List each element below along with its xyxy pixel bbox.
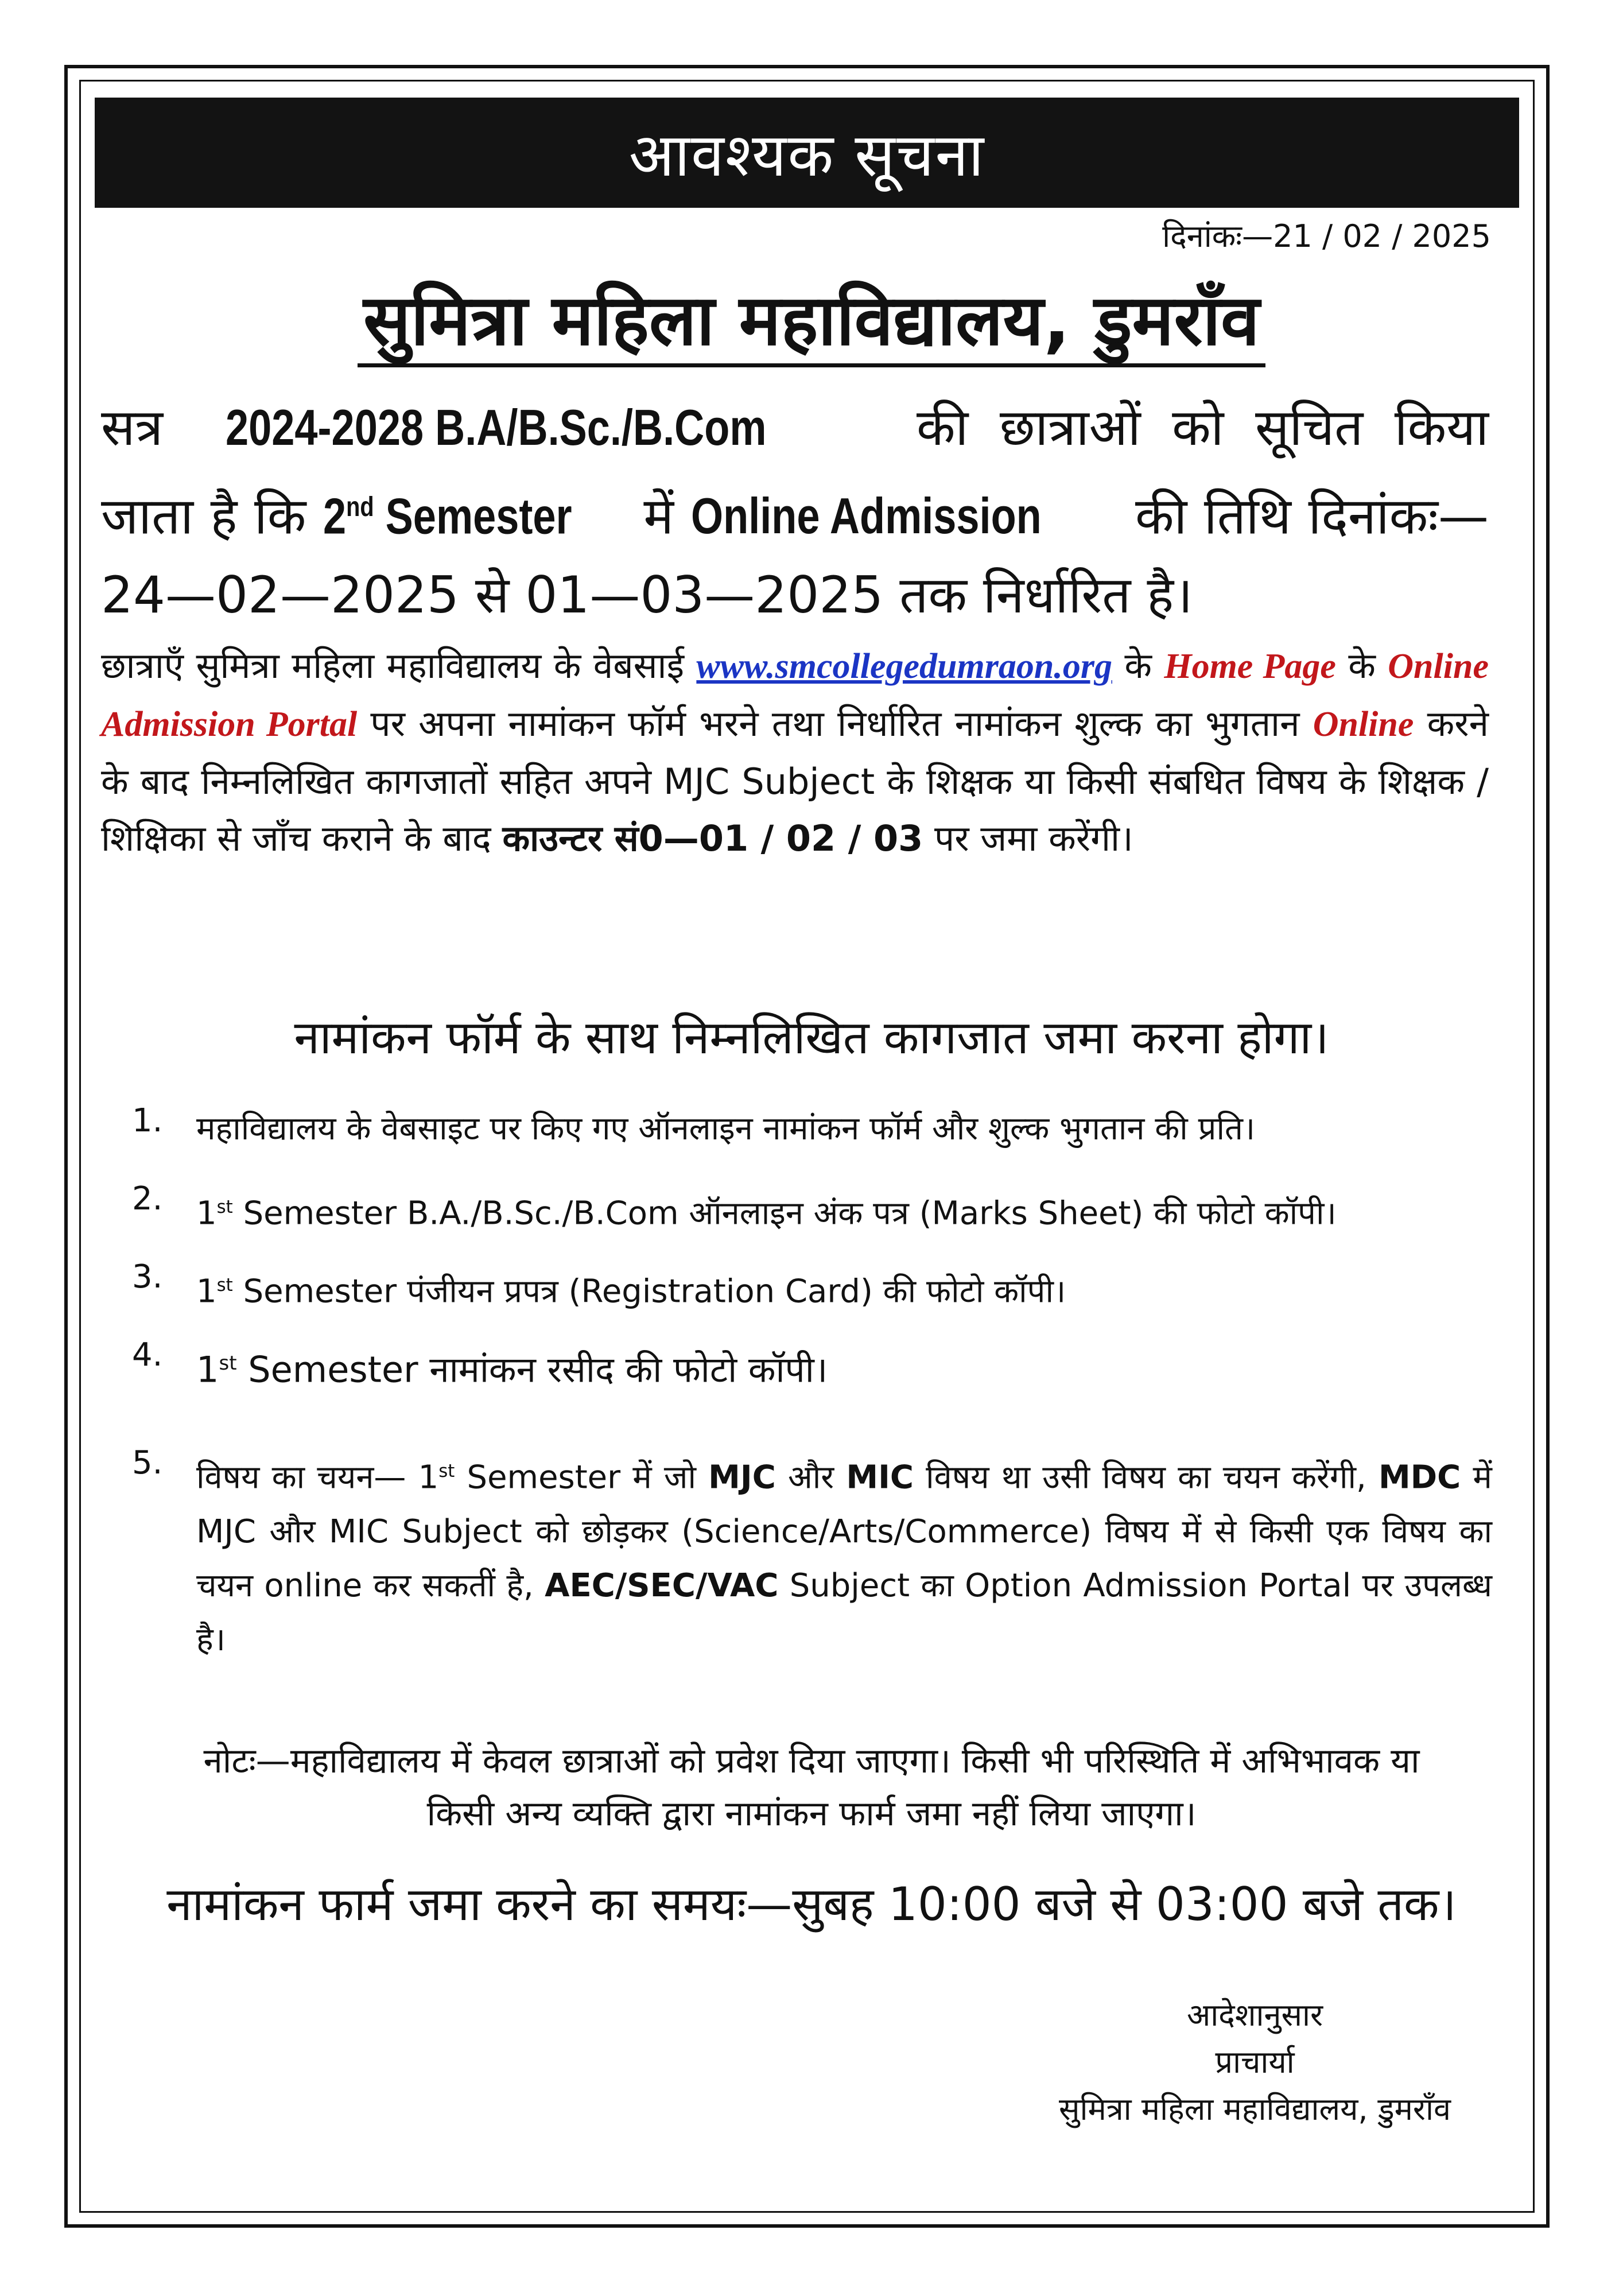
item-number: 3. [132,1258,163,1296]
item-body-4: में MJC और MIC Subject को छोड़कर (Science/Arts/Commerce) विषय में से किसी एक विषय का चयन online कर सकतीं है, [196,1459,1492,1604]
item-ordinal-suffix: st [216,1275,233,1296]
college-name [0,270,1623,365]
session-courses: 2024-2028 B.A/B.Sc./B.Com [226,399,767,456]
lead-text-3: में [643,486,674,546]
item-ordinal: 1 [196,1194,217,1232]
item-ordinal: 1 [418,1459,439,1496]
mdc-label: MDC [1378,1459,1461,1496]
note-block [0,1735,1623,1840]
signature-designation: प्राचार्या [1215,2044,1295,2080]
signature-block [1059,1992,1451,2133]
item-ordinal: 1 [196,1273,217,1310]
semester-word: Semester [385,487,572,545]
body-text-5: करने के बाद निम्नलिखित कागजातों सहित अपने MJC Subject के शिक्षक या किसी संबधित विषय के शिक्षक / शिक्षिका से जाँच कराने के बाद [101,703,1489,859]
item-number: 1. [132,1102,163,1139]
online-label: Online [1313,705,1414,744]
item-text [196,1336,1492,1397]
lead-text-1: सत्र [101,398,164,457]
item-body-2: और [787,1459,834,1496]
signature-order: आदेशानुसार [1186,1997,1323,2033]
item-number: 2. [132,1180,163,1217]
semester-suffix: nd [346,491,374,522]
counter-number: काउन्टर सं0—01 / 02 / 03 [502,817,923,859]
item-ordinal-suffix: st [438,1461,455,1481]
semester-label [323,467,572,556]
signature-institution: सुमित्रा महिला महाविद्यालय, डुमराँव [1059,2091,1451,2127]
item-number: 4. [132,1336,163,1374]
item-ordinal: 1 [196,1348,219,1391]
subject-selection-label: विषय का चयन— [196,1459,418,1496]
item-text [196,1444,1492,1667]
item-number: 5. [132,1444,163,1481]
college-website-link[interactable]: www.smcollegedumraon.org [696,647,1112,686]
admission-portal-label: Online Admission Portal [101,647,1489,744]
mic-label: MIC [846,1459,914,1496]
item-ordinal-suffix: st [219,1352,237,1375]
item-body-1: Semester में जो [467,1459,696,1496]
item-text [196,1180,1492,1241]
submission-timing: नामांकन फार्म जमा करने का समयः—सुबह 10:00 बजे से 03:00 बजे तक। [166,1878,1457,1931]
item-body: Semester नामांकन रसीद की फोटो कॉपी। [248,1348,828,1391]
mjc-label: MJC [708,1459,776,1496]
lead-paragraph [101,388,1489,635]
semester-number: 2 [323,487,347,545]
documents-heading: नामांकन फॉर्म के साथ निम्नलिखित कागजात जमा करना होगा। [294,1011,1329,1064]
body-text-2: के [1124,645,1152,687]
body-text-3: के [1348,645,1376,687]
item-body: Semester पंजीयन प्रपत्र (Registration Card) की फोटो कॉपी। [243,1273,1066,1310]
note-line-1: नोटः—महाविद्यालय में केवल छात्राओं को प्रवेश दिया जाएगा। किसी भी परिस्थिति में अभिभावक या [203,1741,1420,1781]
item-text [196,1258,1492,1319]
college-name-text: सुमित्रा महिला महाविद्यालय, डुमराँव [358,280,1265,367]
body-text-1: छात्राएँ सुमित्रा महिला महाविद्यालय के वेबसाई [101,645,685,687]
note-line-2: किसी अन्य व्यक्ति द्वारा नामांकन फार्म जमा नहीं लिया जाएगा। [426,1794,1197,1834]
item-body: Semester B.A./B.Sc./B.Com ऑनलाइन अंक पत्र (Marks Sheet) की फोटो कॉपी। [243,1194,1337,1232]
item-body-5: Subject का Option Admission Portal पर उपलब्ध है। [196,1566,1492,1658]
notice-date: दिनांकः—21 / 02 / 2025 [1162,218,1491,254]
notice-title: आवश्यक सूचना [95,98,1519,208]
lead-text-4: की तिथि दिनांकः—24—02—2025 से 01—03—2025 तक निर्धारित है। [101,486,1489,625]
lead-text-2: की छात्राओं को सूचित किया जाता है कि [101,398,1489,546]
item-ordinal-suffix: st [216,1197,233,1217]
body-text-4: पर अपना नामांकन फॉर्म भरने तथा निर्धारित नामांकन शुल्क का भुगतान [370,703,1300,744]
item-body-3: विषय था उसी विषय का चयन करेंगी, [926,1459,1366,1496]
body-text-6: पर जमा करेंगी। [934,817,1133,859]
online-admission-label: Online Admission [690,487,1042,545]
instruction-paragraph [101,637,1489,867]
item-text: महाविद्यालय के वेबसाइट पर किए गए ऑनलाइन नामांकन फॉर्म और शुल्क भुगतान की प्रति। [196,1110,1256,1147]
home-page-label: Home Page [1164,647,1336,686]
aec-sec-vac-label: AEC/SEC/VAC [545,1566,779,1604]
